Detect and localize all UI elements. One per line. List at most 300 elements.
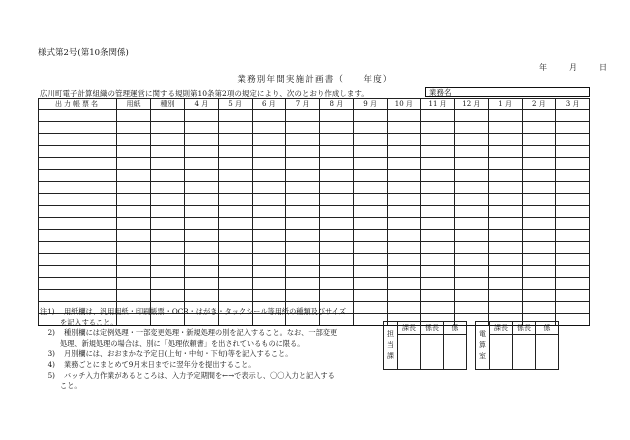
- table-cell[interactable]: [488, 266, 522, 278]
- table-cell[interactable]: [556, 206, 590, 218]
- table-cell[interactable]: [421, 290, 455, 302]
- table-cell[interactable]: [522, 266, 556, 278]
- table-cell[interactable]: [252, 206, 286, 218]
- table-cell[interactable]: [286, 122, 320, 134]
- table-cell[interactable]: [151, 266, 185, 278]
- table-cell[interactable]: [353, 122, 387, 134]
- table-cell[interactable]: [218, 254, 252, 266]
- table-cell[interactable]: [286, 218, 320, 230]
- table-row: [39, 182, 590, 194]
- table-cell[interactable]: [455, 290, 489, 302]
- table-cell[interactable]: [286, 278, 320, 290]
- table-cell[interactable]: [117, 158, 151, 170]
- table-cell[interactable]: [522, 170, 556, 182]
- table-cell[interactable]: [185, 182, 219, 194]
- table-cell[interactable]: [488, 194, 522, 206]
- table-cell[interactable]: [286, 158, 320, 170]
- table-cell[interactable]: [353, 194, 387, 206]
- table-cell[interactable]: [252, 266, 286, 278]
- table-cell[interactable]: [252, 290, 286, 302]
- table-cell[interactable]: [39, 278, 117, 290]
- table-cell[interactable]: [421, 230, 455, 242]
- table-cell[interactable]: [421, 182, 455, 194]
- table-cell[interactable]: [185, 206, 219, 218]
- table-cell[interactable]: [218, 230, 252, 242]
- table-cell[interactable]: [353, 290, 387, 302]
- table-cell[interactable]: [252, 146, 286, 158]
- table-cell[interactable]: [117, 122, 151, 134]
- date-day: 日: [599, 63, 607, 72]
- table-cell[interactable]: [151, 242, 185, 254]
- table-cell[interactable]: [320, 290, 354, 302]
- table-cell[interactable]: [39, 194, 117, 206]
- table-cell[interactable]: [488, 182, 522, 194]
- note-number: 2): [47, 328, 55, 338]
- table-cell[interactable]: [218, 206, 252, 218]
- table-cell[interactable]: [488, 230, 522, 242]
- table-cell[interactable]: [218, 242, 252, 254]
- note-number: 4): [47, 359, 55, 369]
- table-cell[interactable]: [286, 194, 320, 206]
- table-cell[interactable]: [151, 290, 185, 302]
- table-cell[interactable]: [252, 182, 286, 194]
- table-cell[interactable]: [151, 158, 185, 170]
- stamp-cell[interactable]: [536, 335, 559, 370]
- table-cell[interactable]: [39, 218, 117, 230]
- stamp-role: 係: [444, 322, 467, 335]
- stamp-cell[interactable]: [513, 335, 536, 370]
- table-cell[interactable]: [320, 134, 354, 146]
- table-cell[interactable]: [387, 206, 421, 218]
- table-cell[interactable]: [522, 242, 556, 254]
- table-cell[interactable]: [556, 122, 590, 134]
- date-line: [517, 62, 607, 73]
- table-cell[interactable]: [455, 206, 489, 218]
- table-cell[interactable]: [252, 170, 286, 182]
- table-row: [39, 218, 590, 230]
- table-cell[interactable]: [488, 206, 522, 218]
- table-cell[interactable]: [556, 182, 590, 194]
- table-cell[interactable]: [556, 146, 590, 158]
- table-cell[interactable]: [522, 122, 556, 134]
- table-cell[interactable]: [556, 290, 590, 302]
- table-cell[interactable]: [39, 182, 117, 194]
- column-header: 4 月: [185, 99, 219, 110]
- table-cell[interactable]: [522, 182, 556, 194]
- table-cell[interactable]: [286, 254, 320, 266]
- table-cell[interactable]: [39, 110, 117, 122]
- table-cell[interactable]: [320, 170, 354, 182]
- table-cell[interactable]: [286, 230, 320, 242]
- table-cell[interactable]: [218, 122, 252, 134]
- table-cell[interactable]: [387, 290, 421, 302]
- date-year: 年: [539, 63, 547, 72]
- table-cell[interactable]: [353, 146, 387, 158]
- stamp-label-char: 当: [387, 341, 394, 349]
- table-row: [39, 146, 590, 158]
- table-cell[interactable]: [117, 206, 151, 218]
- table-cell[interactable]: [556, 266, 590, 278]
- preamble-text: 広川町電子計算組織の管理運営に関する規則第10条第2項の規定により、次のとおり作成します。: [40, 89, 369, 98]
- table-cell[interactable]: [488, 218, 522, 230]
- table-cell[interactable]: [252, 218, 286, 230]
- table-cell[interactable]: [522, 134, 556, 146]
- table-cell[interactable]: [353, 218, 387, 230]
- table-cell[interactable]: [320, 158, 354, 170]
- table-cell[interactable]: [556, 278, 590, 290]
- table-row: [39, 242, 590, 254]
- table-cell[interactable]: [320, 182, 354, 194]
- stamp-cell[interactable]: [490, 335, 513, 370]
- table-cell[interactable]: [286, 134, 320, 146]
- table-cell[interactable]: [353, 206, 387, 218]
- table-cell[interactable]: [421, 110, 455, 122]
- table-cell[interactable]: [117, 110, 151, 122]
- table-cell[interactable]: [421, 302, 455, 314]
- table-cell[interactable]: [488, 290, 522, 302]
- note-item: [40, 328, 385, 339]
- table-cell[interactable]: [151, 206, 185, 218]
- table-cell[interactable]: [286, 146, 320, 158]
- table-cell[interactable]: [320, 122, 354, 134]
- business-name-field[interactable]: [425, 87, 590, 97]
- table-cell[interactable]: [151, 194, 185, 206]
- column-header: 10 月: [387, 99, 421, 110]
- table-cell[interactable]: [488, 278, 522, 290]
- table-cell[interactable]: [455, 182, 489, 194]
- table-cell[interactable]: [421, 134, 455, 146]
- table-cell[interactable]: [286, 110, 320, 122]
- table-cell[interactable]: [252, 158, 286, 170]
- table-cell[interactable]: [39, 290, 117, 302]
- table-cell[interactable]: [488, 302, 522, 314]
- note-item: [40, 371, 385, 382]
- table-cell[interactable]: [353, 278, 387, 290]
- table-cell[interactable]: [387, 242, 421, 254]
- table-cell[interactable]: [455, 122, 489, 134]
- table-row: [39, 290, 590, 302]
- table-cell[interactable]: [421, 122, 455, 134]
- table-cell[interactable]: [39, 254, 117, 266]
- table-cell[interactable]: [455, 302, 489, 314]
- table-cell[interactable]: [185, 170, 219, 182]
- column-header: 用紙: [117, 99, 151, 110]
- table-cell[interactable]: [185, 194, 219, 206]
- table-cell[interactable]: [556, 254, 590, 266]
- table-cell[interactable]: [522, 158, 556, 170]
- document-title: 業務別年間実施計画書（ 年度）: [237, 75, 393, 85]
- table-cell[interactable]: [39, 170, 117, 182]
- table-cell[interactable]: [488, 134, 522, 146]
- note-number: 5): [47, 370, 55, 380]
- table-cell[interactable]: [117, 254, 151, 266]
- table-cell[interactable]: [387, 302, 421, 314]
- table-cell[interactable]: [218, 290, 252, 302]
- table-cell[interactable]: [522, 230, 556, 242]
- table-cell[interactable]: [117, 218, 151, 230]
- table-cell[interactable]: [387, 278, 421, 290]
- table-cell[interactable]: [151, 110, 185, 122]
- table-cell[interactable]: [353, 110, 387, 122]
- table-cell[interactable]: [421, 206, 455, 218]
- table-cell[interactable]: [421, 242, 455, 254]
- table-row: [39, 266, 590, 278]
- table-cell[interactable]: [353, 254, 387, 266]
- table-cell[interactable]: [320, 230, 354, 242]
- table-cell[interactable]: [117, 266, 151, 278]
- table-cell[interactable]: [455, 134, 489, 146]
- table-cell[interactable]: [185, 254, 219, 266]
- table-row: [39, 170, 590, 182]
- table-cell[interactable]: [421, 254, 455, 266]
- schedule-table: [38, 98, 590, 326]
- table-cell[interactable]: [455, 230, 489, 242]
- table-cell[interactable]: [556, 302, 590, 314]
- table-cell[interactable]: [488, 242, 522, 254]
- stamp-cell[interactable]: [444, 335, 467, 370]
- table-cell[interactable]: [252, 122, 286, 134]
- table-cell[interactable]: [151, 146, 185, 158]
- stamp-left-label: [384, 322, 398, 370]
- table-cell[interactable]: [185, 278, 219, 290]
- table-cell[interactable]: [320, 254, 354, 266]
- table-cell[interactable]: [185, 158, 219, 170]
- table-cell[interactable]: [39, 242, 117, 254]
- table-cell[interactable]: [455, 110, 489, 122]
- table-cell[interactable]: [252, 254, 286, 266]
- stamp-label-char: 室: [479, 352, 486, 360]
- table-cell[interactable]: [218, 182, 252, 194]
- table-cell[interactable]: [320, 242, 354, 254]
- table-cell[interactable]: [117, 242, 151, 254]
- table-cell[interactable]: [556, 110, 590, 122]
- table-cell[interactable]: [151, 122, 185, 134]
- stamp-label-char: 電: [479, 330, 486, 338]
- table-cell[interactable]: [39, 146, 117, 158]
- table-cell[interactable]: [556, 170, 590, 182]
- table-cell[interactable]: [522, 206, 556, 218]
- table-cell[interactable]: [117, 290, 151, 302]
- table-cell[interactable]: [421, 146, 455, 158]
- table-cell[interactable]: [387, 146, 421, 158]
- table-cell[interactable]: [387, 122, 421, 134]
- table-cell[interactable]: [218, 278, 252, 290]
- table-cell[interactable]: [185, 218, 219, 230]
- table-cell[interactable]: [151, 218, 185, 230]
- table-cell[interactable]: [252, 278, 286, 290]
- table-cell[interactable]: [117, 146, 151, 158]
- table-cell[interactable]: [522, 290, 556, 302]
- column-header: 出力帳票名: [39, 99, 117, 110]
- table-cell[interactable]: [117, 182, 151, 194]
- table-cell[interactable]: [39, 230, 117, 242]
- table-cell[interactable]: [387, 266, 421, 278]
- table-cell[interactable]: [488, 170, 522, 182]
- stamp-cell[interactable]: [398, 335, 421, 370]
- column-header: 5 月: [218, 99, 252, 110]
- table-cell[interactable]: [488, 254, 522, 266]
- stamp-role: 課長: [398, 322, 421, 335]
- column-header: 12 月: [455, 99, 489, 110]
- table-cell[interactable]: [320, 194, 354, 206]
- note-text: 種別欄には定例処理・一部変更処理・新規処理の別を記入すること。なお、一部変更: [64, 328, 338, 338]
- approval-stamp-table: [383, 321, 559, 370]
- stamp-role: 係長: [513, 322, 536, 335]
- table-cell[interactable]: [556, 134, 590, 146]
- table-cell[interactable]: [286, 290, 320, 302]
- table-cell[interactable]: [522, 278, 556, 290]
- table-cell[interactable]: [455, 242, 489, 254]
- table-cell[interactable]: [455, 254, 489, 266]
- table-cell[interactable]: [151, 230, 185, 242]
- column-header: 8 月: [320, 99, 354, 110]
- stamp-role: 係: [536, 322, 559, 335]
- table-row: [39, 134, 590, 146]
- table-cell[interactable]: [39, 122, 117, 134]
- table-cell[interactable]: [39, 158, 117, 170]
- table-cell[interactable]: [286, 206, 320, 218]
- table-cell[interactable]: [353, 182, 387, 194]
- table-cell[interactable]: [252, 110, 286, 122]
- table-cell[interactable]: [151, 134, 185, 146]
- table-cell[interactable]: [522, 146, 556, 158]
- table-cell[interactable]: [353, 266, 387, 278]
- table-cell[interactable]: [151, 170, 185, 182]
- table-cell[interactable]: [320, 266, 354, 278]
- stamp-cell[interactable]: [421, 335, 444, 370]
- table-cell[interactable]: [522, 254, 556, 266]
- table-cell[interactable]: [185, 134, 219, 146]
- table-cell[interactable]: [387, 170, 421, 182]
- table-cell[interactable]: [218, 146, 252, 158]
- table-cell[interactable]: [455, 278, 489, 290]
- table-cell[interactable]: [387, 218, 421, 230]
- table-cell[interactable]: [252, 242, 286, 254]
- table-cell[interactable]: [387, 230, 421, 242]
- table-cell[interactable]: [252, 134, 286, 146]
- table-cell[interactable]: [387, 254, 421, 266]
- table-cell[interactable]: [556, 230, 590, 242]
- table-cell[interactable]: [522, 110, 556, 122]
- table-cell[interactable]: [455, 218, 489, 230]
- table-cell[interactable]: [522, 194, 556, 206]
- table-cell[interactable]: [488, 110, 522, 122]
- table-cell[interactable]: [117, 278, 151, 290]
- table-cell[interactable]: [455, 194, 489, 206]
- note-item: [40, 360, 385, 371]
- table-cell[interactable]: [39, 134, 117, 146]
- table-cell[interactable]: [556, 194, 590, 206]
- table-cell[interactable]: [353, 158, 387, 170]
- table-cell[interactable]: [421, 158, 455, 170]
- table-cell[interactable]: [117, 134, 151, 146]
- table-cell[interactable]: [421, 170, 455, 182]
- form-number: 様式第2号(第10条関係): [38, 48, 129, 58]
- table-cell[interactable]: [556, 218, 590, 230]
- table-cell[interactable]: [556, 242, 590, 254]
- table-cell[interactable]: [455, 146, 489, 158]
- table-cell[interactable]: [353, 230, 387, 242]
- table-cell[interactable]: [39, 266, 117, 278]
- table-cell[interactable]: [522, 218, 556, 230]
- table-cell[interactable]: [488, 146, 522, 158]
- table-cell[interactable]: [455, 266, 489, 278]
- table-cell[interactable]: [455, 158, 489, 170]
- table-cell[interactable]: [320, 206, 354, 218]
- column-header: 2 月: [522, 99, 556, 110]
- table-cell[interactable]: [421, 194, 455, 206]
- table-cell[interactable]: [117, 194, 151, 206]
- stamp-label-char: 算: [479, 341, 486, 349]
- table-cell[interactable]: [286, 182, 320, 194]
- table-cell[interactable]: [387, 158, 421, 170]
- table-cell[interactable]: [455, 170, 489, 182]
- table-cell[interactable]: [488, 158, 522, 170]
- table-cell[interactable]: [185, 230, 219, 242]
- table-cell[interactable]: [387, 134, 421, 146]
- table-cell[interactable]: [556, 314, 590, 326]
- table-cell[interactable]: [252, 194, 286, 206]
- table-cell[interactable]: [286, 266, 320, 278]
- table-cell[interactable]: [185, 290, 219, 302]
- table-cell[interactable]: [218, 266, 252, 278]
- table-cell[interactable]: [421, 266, 455, 278]
- table-cell[interactable]: [117, 230, 151, 242]
- table-cell[interactable]: [218, 158, 252, 170]
- table-row: [39, 278, 590, 290]
- table-cell[interactable]: [286, 170, 320, 182]
- table-cell[interactable]: [218, 110, 252, 122]
- table-cell[interactable]: [353, 170, 387, 182]
- table-cell[interactable]: [218, 170, 252, 182]
- table-cell[interactable]: [185, 122, 219, 134]
- table-cell[interactable]: [218, 194, 252, 206]
- table-cell[interactable]: [522, 302, 556, 314]
- table-cell[interactable]: [218, 218, 252, 230]
- table-cell[interactable]: [387, 194, 421, 206]
- table-cell[interactable]: [387, 182, 421, 194]
- table-cell[interactable]: [151, 254, 185, 266]
- table-cell[interactable]: [421, 218, 455, 230]
- note-item: [40, 307, 385, 318]
- table-cell[interactable]: [151, 278, 185, 290]
- table-cell[interactable]: [320, 110, 354, 122]
- column-header: 6 月: [252, 99, 286, 110]
- table-row: [39, 254, 590, 266]
- table-cell[interactable]: [320, 146, 354, 158]
- table-cell[interactable]: [320, 278, 354, 290]
- table-cell[interactable]: [421, 278, 455, 290]
- table-cell[interactable]: [387, 110, 421, 122]
- table-cell[interactable]: [185, 146, 219, 158]
- table-cell[interactable]: [39, 206, 117, 218]
- table-cell[interactable]: [353, 134, 387, 146]
- table-cell[interactable]: [185, 266, 219, 278]
- table-cell[interactable]: [556, 158, 590, 170]
- table-cell[interactable]: [252, 230, 286, 242]
- table-cell[interactable]: [117, 170, 151, 182]
- table-cell[interactable]: [488, 122, 522, 134]
- table-cell[interactable]: [218, 134, 252, 146]
- table-cell[interactable]: [286, 242, 320, 254]
- stamp-label-char: 課: [387, 352, 394, 360]
- table-cell[interactable]: [353, 242, 387, 254]
- note-text: 用紙欄は、汎用用紙・印刷帳票・OCR・はがき・タックシール等用紙の種類及びサイズ: [64, 307, 347, 316]
- table-cell[interactable]: [185, 242, 219, 254]
- table-cell[interactable]: [320, 218, 354, 230]
- table-cell[interactable]: [151, 182, 185, 194]
- table-cell[interactable]: [185, 110, 219, 122]
